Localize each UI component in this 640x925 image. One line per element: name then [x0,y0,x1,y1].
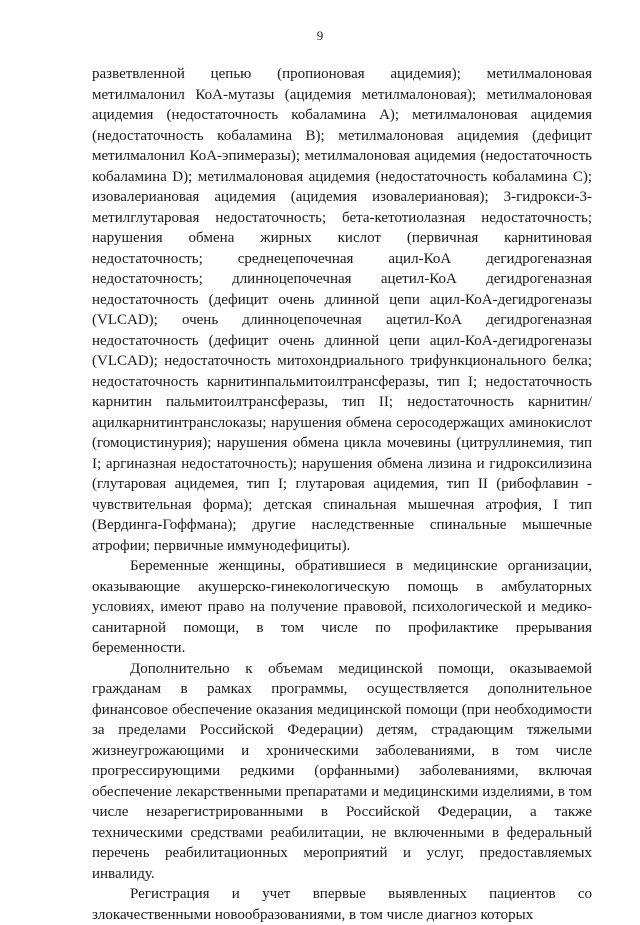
page-number: 9 [316,28,324,43]
document-body [92,64,592,925]
paragraph-additional-funding: Дополнительно к объемам медицинской помощи, оказываемой гражданам в рамках программы, осуществляется дополнительное финансовое обеспечение оказания медицинской помощи (при необходимости за пределами Российской Федерации) детям, страдающим тяжелыми жизнеугрожающими и хроническими заболеваниями, в том числе прогрессирующими редкими (орфанными) заболеваниями, включая обеспечение лекарственными препаратами и медицинскими изделиями, в том числе незарегистрированными в Российской Федерации, а также техническими средствами реабилитации, не включенными в федеральный перечень реабилитационных мероприятий и услуг, предоставляемых инвалиду. [92,660,592,882]
paragraph-continuation: разветвленной цепью (пропионовая ацидемия); метилмалоновая метилмалонил КоА-мутазы (ацидемия метилмалоновая); метилмалоновая ацидемия (недостаточность кобаламина А); метилмалоновая ацидемия (недостаточность кобаламина В); метилмалоновая ацидемия (дефицит метилмалонил КоА-эпимеразы); метилмалоновая ацидемия (недостаточность кобаламина D); метилмалоновая ацидемия (недостаточность кобаламина С); изовалериановая ацидемия (ацидемия изовалериановая); 3-гидрокси-3-метилглутаровая недостаточность; бета-кетотиолазная недостаточность; нарушения обмена жирных кислот (первичная карнитиновая недостаточность; среднецепочечная ацил-КоА дегидрогеназная недостаточность; длинноцепочечная ацетил-КоА дегидрогеназная недостаточность (дефицит очень длинной цепи ацил-КоА-дегидрогеназы (VLCAD); очень длинноцепочечная ацетил-КоА дегидрогеназная недостаточность (дефицит очень длинной цепи ацил-КоА-дегидрогеназы (VLCAD); недостаточность митохондриального трифункционального белка; недостаточность карнитинпальмитоилтрансферазы, тип I; недостаточность карнитин пальмитоилтрансферазы, тип II; недостаточность карнитин/ацилкарнитинтранслоказы; нарушения обмена серосодержащих аминокислот (гомоцистинурия); нарушения обмена цикла мочевины (цитруллинемия, тип I; аргиназная недостаточность); нарушения обмена лизина и гидроксилизина (глутаровая ацидемея, тип I; глутаровая ацидемия, тип II (рибофлавин - чувствительная форма); детская спинальная мышечная атрофия, I тип (Вердинга-Гоффмана); другие наследственные спинальные мышечные атрофии; первичные иммунодефициты). [92,66,592,554]
paragraph-pregnant-women: Беременные женщины, обратившиеся в медицинские организации, оказывающие акушерско-гинекологическую помощь в амбулаторных условиях, имеют право на получение правовой, психологической и медико-санитарной помощи, в том числе по профилактике прерывания беременности. [92,558,592,656]
paragraph-registration: Регистрация и учет впервые выявленных пациентов со злокачественными новообразованиями, в том числе диагноз которых [92,886,592,923]
